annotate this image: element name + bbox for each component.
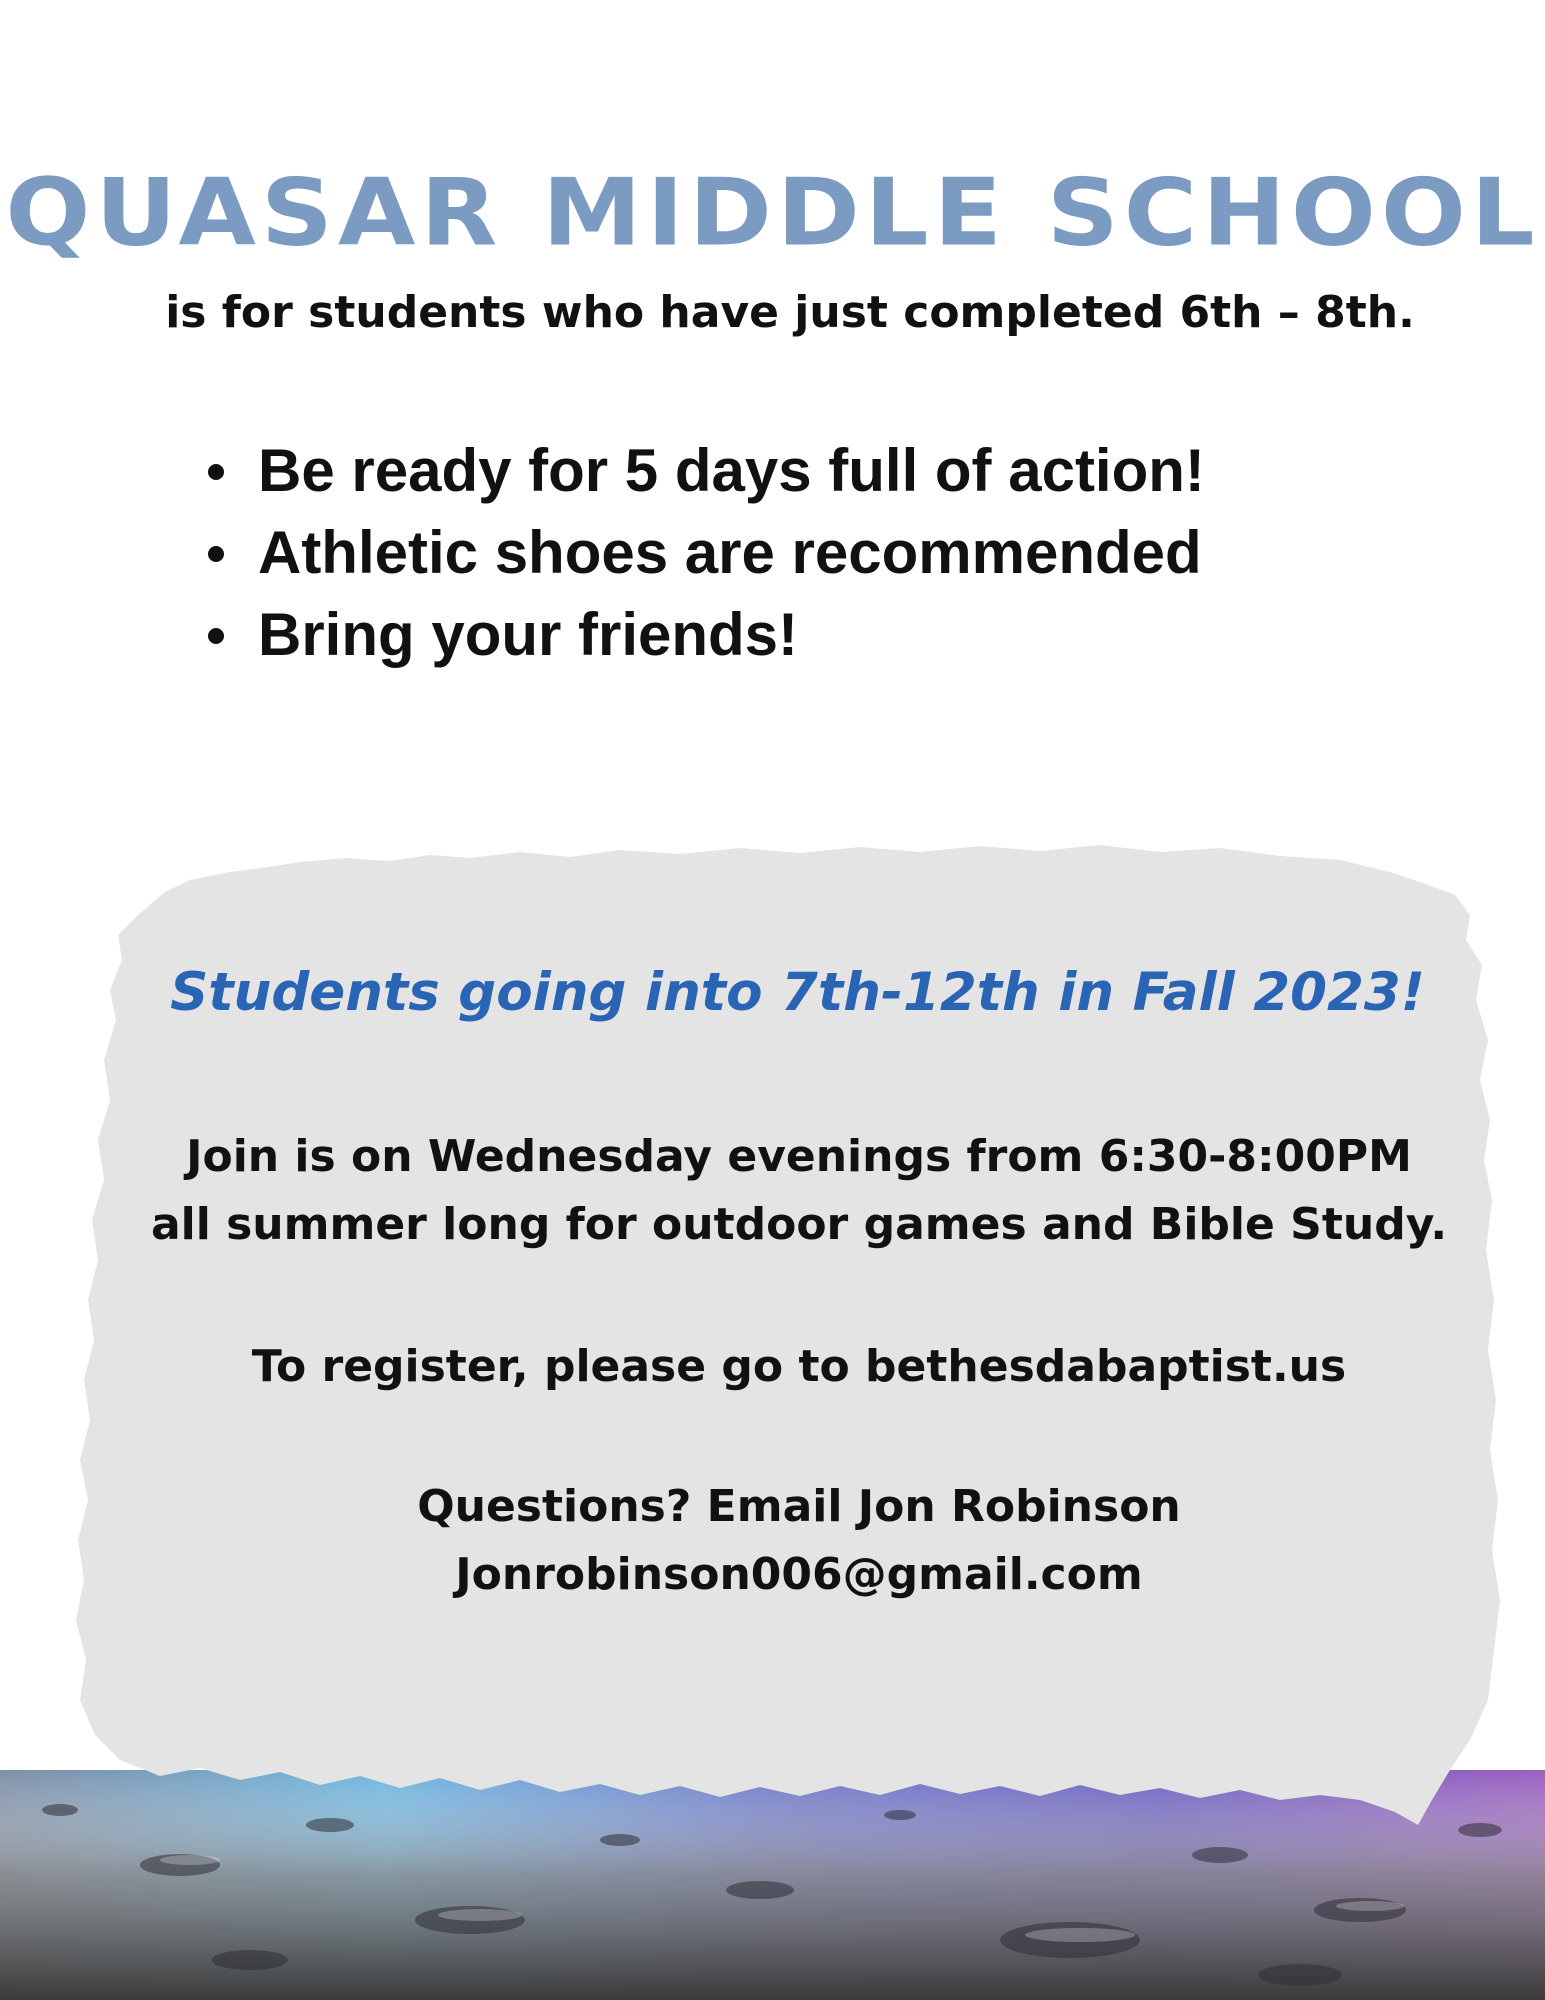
page-title: QUASAR MIDDLE SCHOOL — [5, 158, 1540, 267]
contact-line: Questions? Email Jon Robinson — [417, 1481, 1181, 1532]
bullet-text: Bring your friends! — [258, 601, 799, 668]
schedule-line: all summer long for outdoor games and Bible Study. — [150, 1199, 1448, 1250]
schedule-info — [0, 1123, 1545, 1259]
schedule-line: Join is on Wednesday evenings from 6:30-8:00PM — [186, 1131, 1412, 1182]
highlight-heading: Students going into 7th-12th in Fall 2023! — [170, 962, 1425, 1023]
contact-email: Jonrobinson006@gmail.com — [455, 1549, 1143, 1600]
register-text: To register, please go to bethesdabaptist.us — [251, 1341, 1347, 1392]
bullet-text: Be ready for 5 days full of action! — [258, 437, 1205, 504]
bullet-text: Athletic shoes are recommended — [258, 519, 1202, 586]
page-subtitle: is for students who have just completed 6th – 8th. — [165, 287, 1415, 338]
register-info — [0, 1333, 1545, 1401]
contact-info — [0, 1473, 1545, 1609]
